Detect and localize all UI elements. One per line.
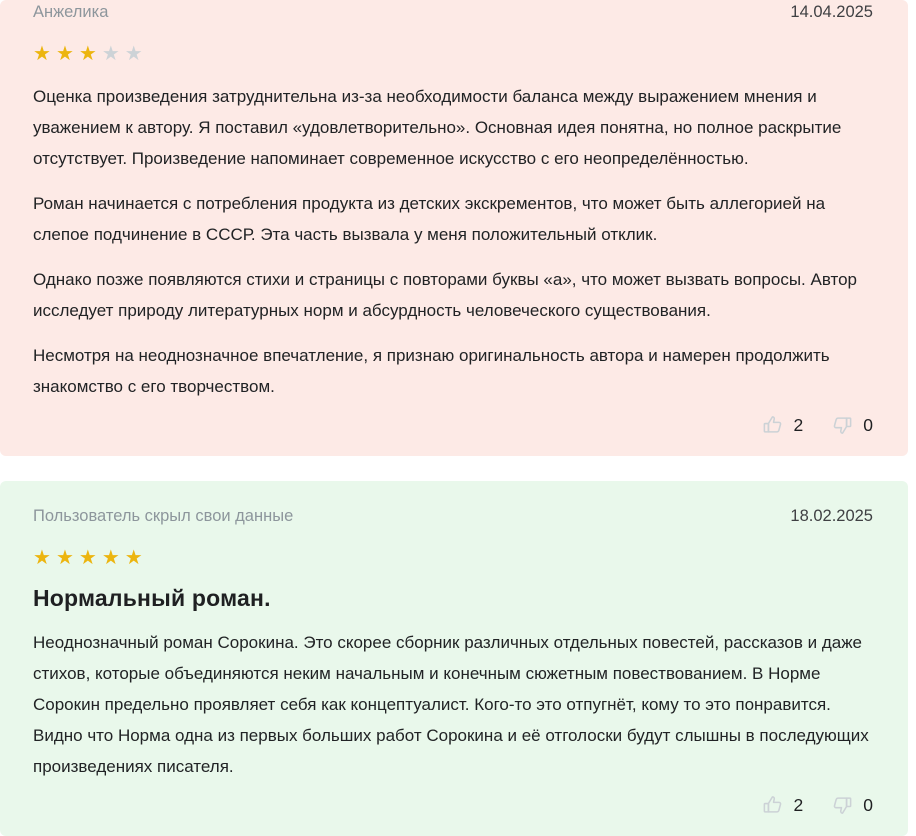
review-paragraph: Однако позже появляются стихи и страницы с повторами буквы «а», что может вызвать вопросы. Автор исследует природу литературных норм и абсурдность человеческого существования. [33,270,857,320]
like-count: 2 [793,794,804,815]
star-filled-icon: ★ [101,547,120,569]
like-count: 2 [793,414,804,435]
star-filled-icon: ★ [33,547,51,569]
dislike-button[interactable] [831,414,873,436]
star-filled-icon: ★ [124,547,143,569]
vote-row [33,794,873,816]
review-date: 14.04.2025 [790,3,873,21]
review-header [33,3,873,22]
review-paragraph: Неоднозначный роман Сорокина. Это скорее сборник различных отдельных повестей, рассказов и даже стихов, которые объединяются неким начальным и конечным сюжетным повествованием. В Норме Сорокин предельно проявляет себя как концептуалист. Кого-то это отпугнёт, кому то это понравится. Видно что Норма одна из первых больших работ Сорокина и её отголоски будут слышны в последующих произведениях писателя. [33,633,869,776]
like-button[interactable] [762,414,804,436]
review-date: 18.02.2025 [790,507,873,525]
review-header [33,507,873,526]
review-paragraph: Роман начинается с потребления продукта из детских экскрементов, что может быть аллегорией на слепое подчинение в СССР. Эта часть вызвала у меня положительный отклик. [33,194,826,244]
star-filled-icon: ★ [55,547,74,569]
review-text [33,81,873,402]
review-paragraph: Оценка произведения затруднительна из-за необходимости баланса между выражением мнения и уважением к автору. Я поставил «удовлетворительно». Основная идея понятна, но полное раскрытие отсутствует. Произведение напоминает современное искусство с его неопределённостью. [33,87,842,168]
star-empty-icon: ★ [124,43,143,65]
review-author[interactable]: Пользователь скрыл свои данные [33,507,294,525]
thumb-up-icon [762,794,784,816]
star-filled-icon: ★ [55,43,74,65]
review-title: Нормальный роман. [33,585,271,611]
thumb-up-icon [762,414,784,436]
star-empty-icon: ★ [101,43,120,65]
review-card-2 [0,481,908,836]
rating-stars [33,546,873,570]
dislike-button[interactable] [831,794,873,816]
review-author[interactable]: Анжелика [33,3,109,21]
review-text [33,627,873,782]
like-button[interactable] [762,794,804,816]
thumb-down-icon [831,794,853,816]
thumb-down-icon [831,414,853,436]
review-paragraph: Несмотря на неоднозначное впечатление, я признаю оригинальность автора и намерен продолжить знакомство с его творчеством. [33,346,830,396]
dislike-count: 0 [863,794,873,815]
vote-row [33,414,873,436]
dislike-count: 0 [863,414,873,435]
star-filled-icon: ★ [78,43,97,65]
star-filled-icon: ★ [78,547,97,569]
rating-stars [33,42,873,66]
star-filled-icon: ★ [33,43,51,65]
